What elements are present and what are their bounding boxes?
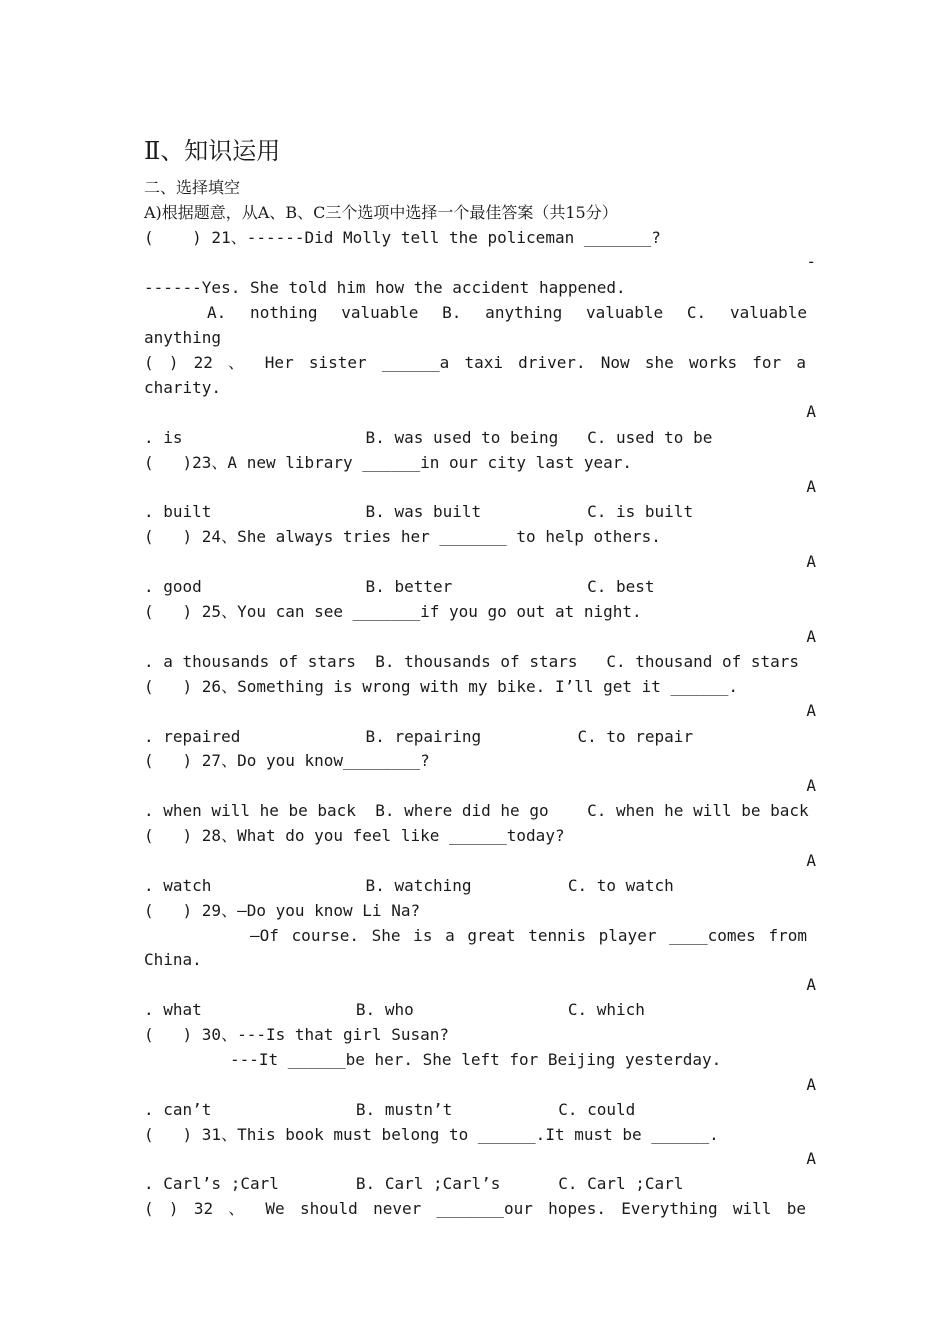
question-29-cont: China.: [144, 950, 202, 969]
question-30-options: . can’t B. mustn’t C. could: [144, 1100, 636, 1119]
question-30: ( ) 30、---Is that girl Susan?: [144, 1025, 449, 1044]
question-26-option-a-letter: A: [806, 701, 816, 720]
question-23-option-a-letter: A: [806, 477, 816, 496]
question-28: ( ) 28、What do you feel like ______today?: [144, 826, 565, 845]
question-26: ( ) 26、Something is wrong with my bike. I’ll get it ______.: [144, 677, 738, 696]
question-31-options: . Carl’s ;Carl B. Carl ;Carl’s C. Carl ;Carl: [144, 1174, 684, 1193]
question-29-option-a-letter: A: [806, 975, 816, 994]
question-27-options: . when will he be back B. where did he go C. when he will be back: [144, 801, 809, 820]
question-28-option-a-letter: A: [806, 851, 816, 870]
question-23: ( )23、A new library ______in our city last year.: [144, 453, 633, 472]
instruction: A)根据题意，从A、B、C三个选项中选择一个最佳答案（共15分）: [144, 203, 618, 222]
question-21-dash: -: [806, 252, 816, 271]
question-32: ( ) 32 、 We should never _______our hopes. Everything will be: [144, 1199, 807, 1218]
question-25: ( ) 25、You can see _______if you go out at night.: [144, 602, 642, 621]
question-21-options: A. nothing valuable B. anything valuable C. valuable: [207, 303, 807, 322]
question-27: ( ) 27、Do you know________?: [144, 751, 430, 770]
question-26-options: . repaired B. repairing C. to repair: [144, 727, 694, 746]
question-22: ( ) 22 、 Her sister ______a taxi driver. Now she works for a: [144, 353, 806, 372]
question-24-options: . good B. better C. best: [144, 577, 655, 596]
question-29-options: . what B. who C. which: [144, 1000, 645, 1019]
part-title: 二、选择填空: [144, 178, 241, 197]
question-23-options: . built B. was built C. is built: [144, 502, 694, 521]
question-27-option-a-letter: A: [806, 776, 816, 795]
question-25-option-a-letter: A: [806, 627, 816, 646]
question-21-options-cont: anything: [144, 328, 222, 347]
question-25-options: . a thousands of stars B. thousands of stars C. thousand of stars: [144, 652, 800, 671]
section-title: Ⅱ、知识运用: [144, 137, 281, 165]
question-24-option-a-letter: A: [806, 552, 816, 571]
question-30-reply: ---It ______be her. She left for Beijing yesterday.: [230, 1050, 722, 1069]
question-21: ( ) 21、------Did Molly tell the policeman _______?: [144, 228, 661, 247]
question-31: ( ) 31、This book must belong to ______.It must be ______.: [144, 1125, 719, 1144]
question-22-options: . is B. was used to being C. used to be: [144, 428, 713, 447]
question-29: ( ) 29、—Do you know Li Na?: [144, 901, 421, 920]
question-22-option-a-letter: A: [806, 402, 816, 421]
question-24: ( ) 24、She always tries her _______ to help others.: [144, 527, 661, 546]
question-28-options: . watch B. watching C. to watch: [144, 876, 674, 895]
question-31-option-a-letter: A: [806, 1149, 816, 1168]
question-30-option-a-letter: A: [806, 1075, 816, 1094]
question-22-cont: charity.: [144, 378, 222, 397]
question-29-reply: —Of course. She is a great tennis player ____comes from: [250, 926, 807, 945]
question-21-reply: ------Yes. She told him how the accident happened.: [144, 278, 626, 297]
